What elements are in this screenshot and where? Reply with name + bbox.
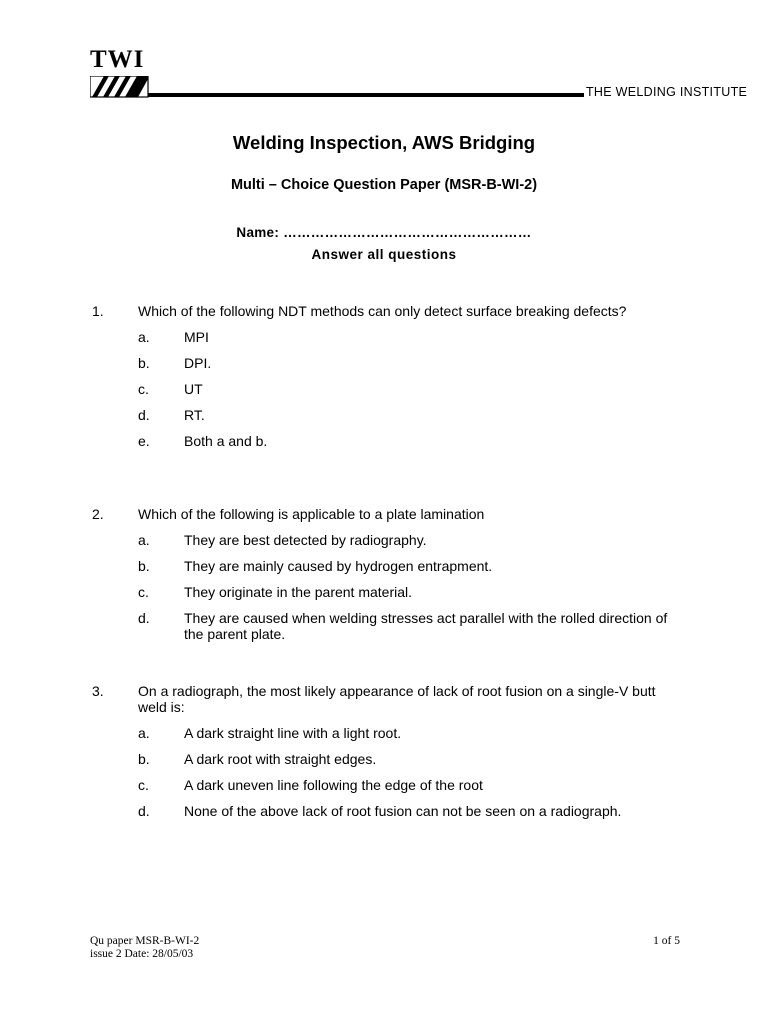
option-text: They are caused when welding stresses act parallel with the rolled direction of the parent plate.	[184, 610, 668, 642]
answer-option	[92, 433, 682, 449]
answer-option	[92, 584, 682, 600]
answer-option	[92, 751, 682, 767]
question-text: On a radiograph, the most likely appearance of lack of root fusion on a single-V butt weld is:	[138, 683, 656, 715]
header-rule	[148, 93, 584, 97]
name-field-line: Name: ………………………………………………	[236, 225, 532, 240]
option-letter: c.	[138, 381, 149, 397]
answer-option	[92, 558, 682, 574]
question-number: 3.	[92, 683, 104, 699]
answer-option	[92, 803, 682, 819]
question-3	[92, 683, 682, 819]
document-header	[90, 46, 748, 100]
option-letter: d.	[138, 610, 150, 626]
option-text: MPI	[184, 329, 209, 345]
option-letter: a.	[138, 329, 150, 345]
question-stem	[92, 506, 682, 522]
question-1	[92, 303, 682, 449]
option-text: UT	[184, 381, 203, 397]
option-letter: d.	[138, 803, 150, 819]
option-text: A dark root with straight edges.	[184, 751, 377, 767]
option-text: They are best detected by radiography.	[184, 532, 427, 548]
option-text: RT.	[184, 407, 205, 423]
answer-option	[92, 725, 682, 741]
option-text: None of the above lack of root fusion can not be seen on a radiograph.	[184, 803, 622, 819]
page-number: 1 of 5	[653, 935, 680, 947]
option-text: They are mainly caused by hydrogen entrapment.	[184, 558, 493, 574]
document-footer	[90, 935, 680, 961]
option-letter: e.	[138, 433, 150, 449]
option-letter: a.	[138, 532, 150, 548]
twi-logo-stripes	[90, 76, 150, 98]
question-number: 2.	[92, 506, 104, 522]
option-text: Both a and b.	[184, 433, 268, 449]
question-text: Which of the following is applicable to a plate lamination	[138, 506, 485, 522]
document-title: Welding Inspection, AWS Bridging	[232, 132, 536, 153]
option-letter: b.	[138, 751, 150, 767]
question-stem	[92, 303, 682, 319]
option-text: They originate in the parent material.	[184, 584, 413, 600]
twi-logo-text: TWI	[90, 46, 145, 73]
answer-option	[92, 532, 682, 548]
question-text: Which of the following NDT methods can only detect surface breaking defects?	[138, 303, 627, 319]
question-2	[92, 506, 682, 642]
answer-option	[92, 610, 682, 642]
answer-option	[92, 777, 682, 793]
answer-option	[92, 407, 682, 423]
document-subtitle: Multi – Choice Question Paper (MSR-B-WI-2)	[230, 177, 538, 193]
question-stem	[92, 683, 682, 715]
answer-option	[92, 355, 682, 371]
option-text: A dark uneven line following the edge of the root	[184, 777, 483, 793]
option-letter: c.	[138, 777, 149, 793]
option-letter: b.	[138, 355, 150, 371]
option-letter: a.	[138, 725, 150, 741]
option-letter: c.	[138, 584, 149, 600]
option-text: A dark straight line with a light root.	[184, 725, 402, 741]
option-letter: d.	[138, 407, 150, 423]
option-text: DPI.	[184, 355, 212, 371]
issue-date: issue 2 Date: 28/05/03	[90, 948, 194, 960]
institute-name: THE WELDING INSTITUTE	[586, 85, 748, 99]
answer-option	[92, 381, 682, 397]
paper-reference: Qu paper MSR-B-WI-2	[90, 935, 200, 947]
question-number: 1.	[92, 303, 104, 319]
option-letter: b.	[138, 558, 150, 574]
answer-option	[92, 329, 682, 345]
instruction-text: Answer all questions	[311, 247, 457, 262]
